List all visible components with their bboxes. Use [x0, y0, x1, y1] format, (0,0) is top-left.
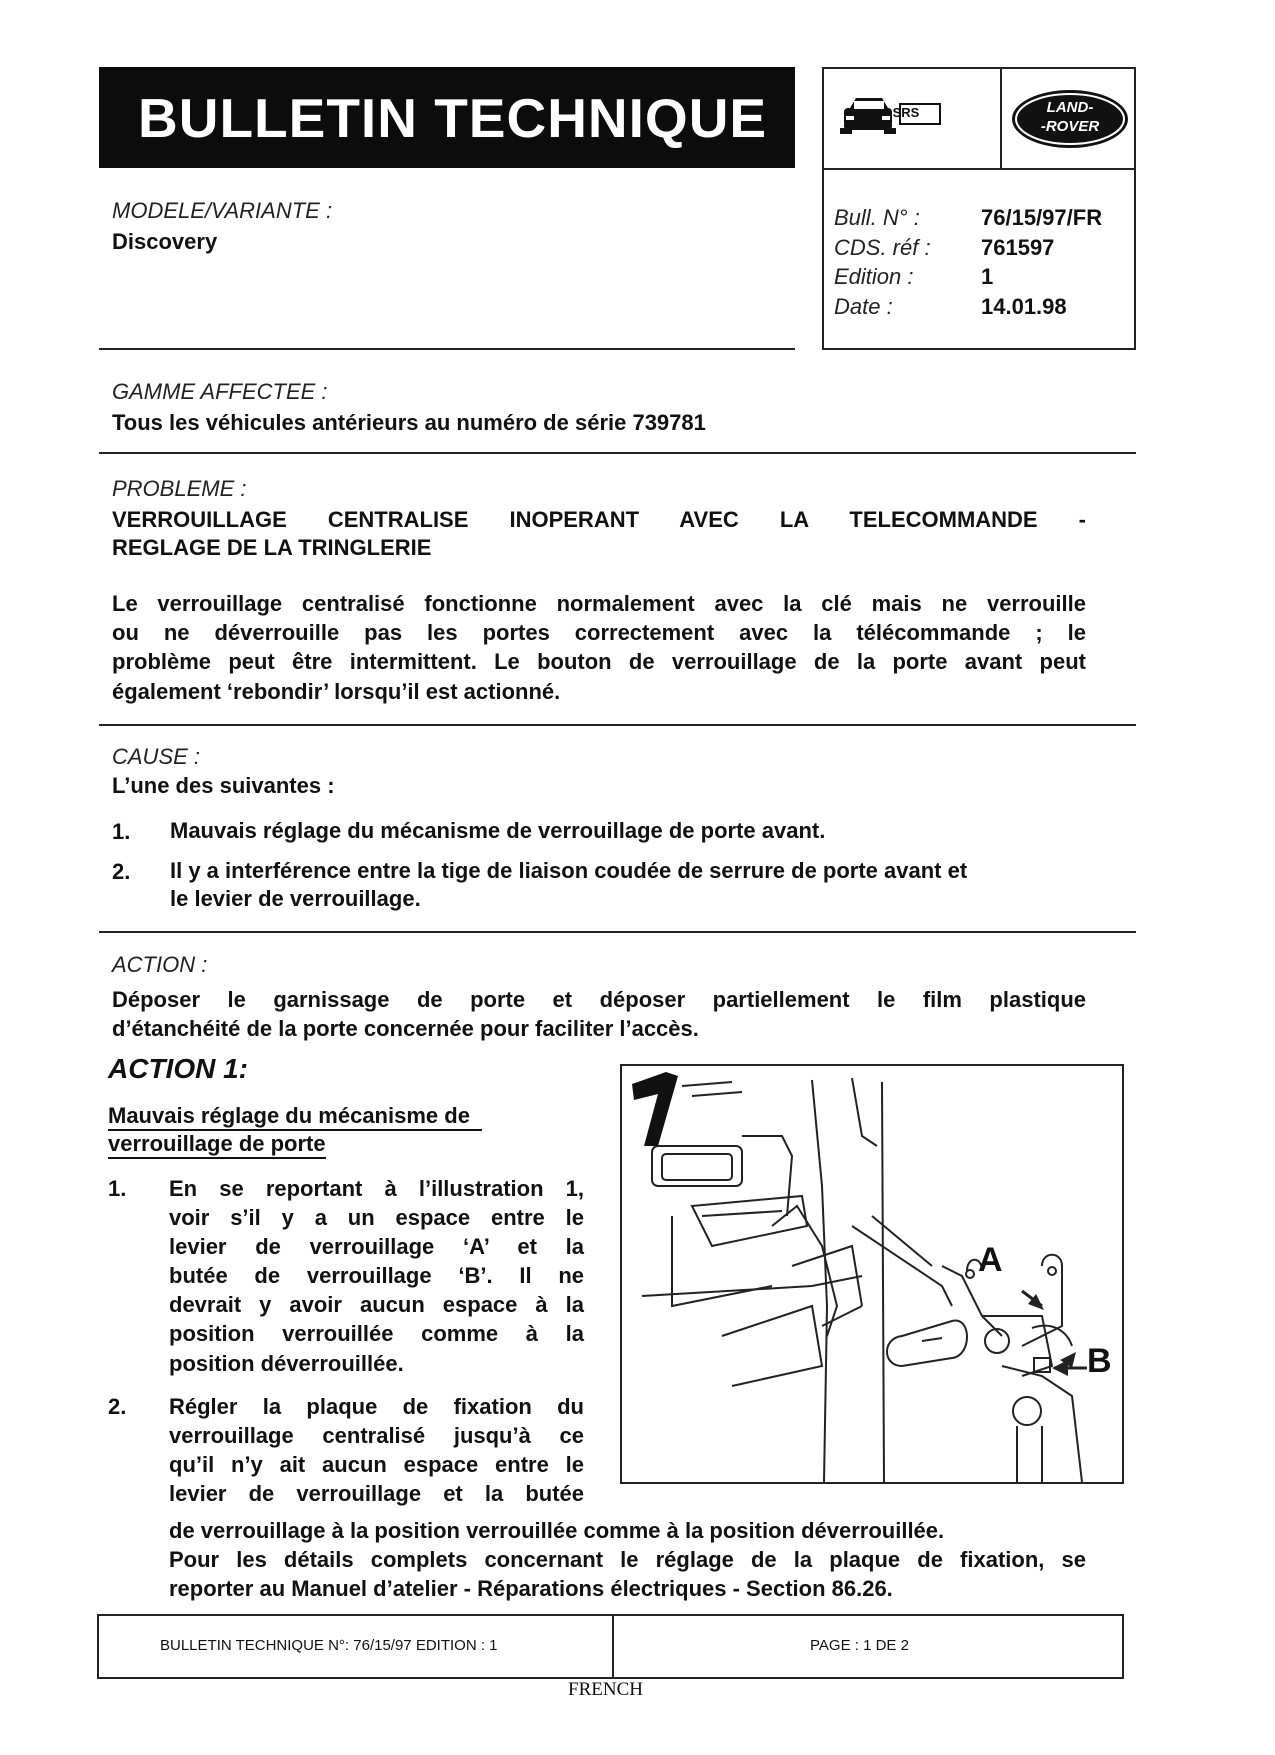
step1-line: butée de verrouillage ‘B’. Il ne	[169, 1263, 584, 1288]
action1-subheading: verrouillage de porte	[108, 1131, 326, 1159]
step-number: 1.	[108, 1176, 127, 1201]
model-value: Discovery	[112, 229, 218, 254]
problem-text-line: ou ne déverrouille pas les portes correctement avec la télécommande ; le	[112, 620, 1086, 645]
step1-line: levier de verrouillage ‘A’ et la	[169, 1234, 584, 1259]
problem-heading: VERROUILLAGE CENTRALISE INOPERANT AVEC LA TELECOMMANDE -	[112, 507, 1086, 532]
action1-heading: ACTION 1:	[108, 1053, 248, 1084]
cause-item-number: 1.	[112, 819, 131, 844]
step1-line: voir s’il y a un espace entre le	[169, 1205, 584, 1230]
action-label: ACTION :	[112, 952, 208, 977]
step2-line: levier de verrouillage et la butée	[169, 1481, 584, 1506]
bulletin-number-value: 76/15/97/FR	[981, 205, 1103, 230]
step2-line: qu’il n’y ait aucun espace entre le	[169, 1452, 584, 1477]
divider	[99, 452, 1136, 454]
step2-line: Pour les détails complets concernant le réglage de la plaque de fixation, se	[169, 1547, 1086, 1572]
action-text-line: d’étanchéité de la porte concernée pour faciliter l’accès.	[112, 1016, 699, 1041]
step1-line: position déverrouillée.	[169, 1351, 404, 1376]
step2-line: reporter au Manuel d’atelier - Réparations électriques - Section 86.26.	[169, 1576, 893, 1601]
illustration-1	[620, 1064, 1124, 1484]
divider	[99, 724, 1136, 726]
action1-subheading: Mauvais réglage du mécanisme de	[108, 1103, 482, 1131]
problem-label: PROBLEME :	[112, 476, 247, 501]
divider	[99, 348, 795, 350]
door-lock-mechanism-diagram	[622, 1066, 1122, 1482]
page-title: BULLETIN TECHNIQUE	[138, 87, 768, 149]
range-label: GAMME AFFECTEE :	[112, 379, 328, 404]
problem-heading-cont: REGLAGE DE LA TRINGLERIE	[112, 535, 432, 560]
step2-line: de verrouillage à la position verrouillée comme à la position déverrouillée.	[169, 1518, 945, 1543]
model-label: MODELE/VARIANTE :	[112, 198, 333, 223]
step1-line: devrait y avoir aucun espace à la	[169, 1292, 584, 1317]
cds-ref-value: 761597	[981, 235, 1055, 260]
figure-label-b: B	[1087, 1342, 1112, 1380]
edition-label: Edition :	[834, 264, 914, 289]
cause-item-text: Mauvais réglage du mécanisme de verrouillage de porte avant.	[170, 818, 826, 843]
footer-bulletin-ref: BULLETIN TECHNIQUE N°: 76/15/97 EDITION : 1	[160, 1637, 498, 1654]
problem-text-line: également ‘rebondir’ lorsqu’il est actionné.	[112, 679, 561, 704]
srs-badge: SRS	[892, 105, 920, 120]
footer-page-number: PAGE : 1 DE 2	[810, 1637, 909, 1654]
step1-line: position verrouillée comme à la	[169, 1321, 584, 1346]
cause-item-text: Il y a interférence entre la tige de liaison coudée de serrure de porte avant et	[170, 858, 968, 883]
problem-text-line: Le verrouillage centralisé fonctionne normalement avec la clé mais ne verrouille	[112, 591, 1086, 616]
cause-intro: L’une des suivantes :	[112, 773, 335, 798]
step2-line: verrouillage centralisé jusqu’à ce	[169, 1423, 584, 1448]
action-text-line: Déposer le garnissage de porte et déposer partiellement le film plastique	[112, 987, 1086, 1012]
cause-label: CAUSE :	[112, 744, 201, 769]
problem-text-line: problème peut être intermittent. Le bouton de verrouillage de la porte avant peut	[112, 649, 1086, 674]
step-number: 2.	[108, 1394, 127, 1419]
cause-item-number: 2.	[112, 859, 131, 884]
logo-text-land: LAND-	[1046, 99, 1094, 116]
divider	[99, 931, 1136, 933]
bulletin-number-label: Bull. N° :	[834, 205, 920, 230]
step2-line: Régler la plaque de fixation du	[169, 1394, 584, 1419]
footer-divider	[612, 1614, 614, 1679]
logo-divider	[1000, 67, 1002, 170]
cds-ref-label: CDS. réf :	[834, 235, 931, 260]
date-label: Date :	[834, 294, 893, 319]
figure-label-a: A	[978, 1241, 1003, 1279]
date-value: 14.01.98	[981, 294, 1067, 319]
footer-language: FRENCH	[568, 1679, 643, 1700]
logo-text-rover: -ROVER	[1040, 118, 1100, 135]
step1-line: En se reportant à l’illustration 1,	[169, 1176, 584, 1201]
cause-item-text: le levier de verrouillage.	[170, 886, 421, 911]
edition-value: 1	[981, 264, 994, 289]
range-value: Tous les véhicules antérieurs au numéro de série 739781	[112, 410, 706, 435]
